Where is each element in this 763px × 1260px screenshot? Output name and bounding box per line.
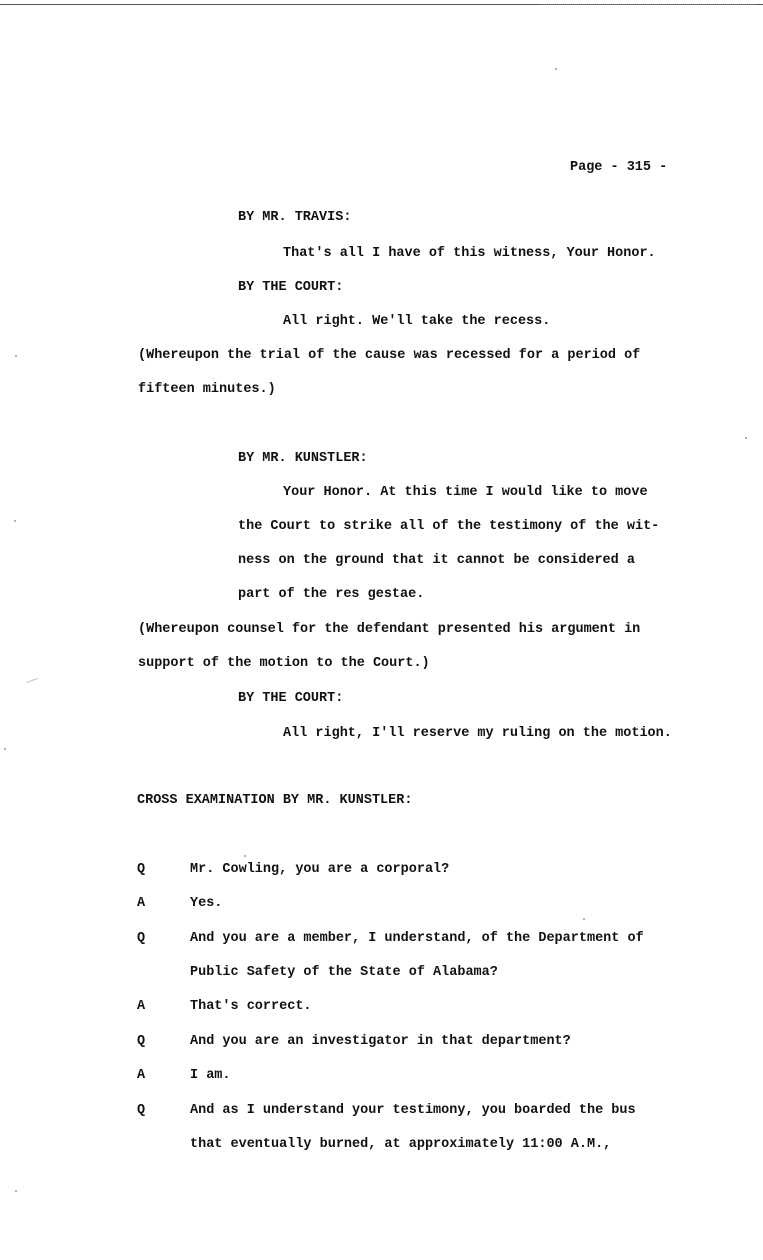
page-number: Page - 315 - xyxy=(570,160,668,175)
parenthetical-line: (Whereupon counsel for the defendant presented his argument in xyxy=(138,622,641,637)
qa-marker: A xyxy=(137,999,146,1014)
qa-text: And as I understand your testimony, you boarded the bus xyxy=(190,1103,636,1118)
scan-speck xyxy=(15,355,17,357)
scan-speck xyxy=(745,437,747,439)
parenthetical-line: (Whereupon the trial of the cause was recessed for a period of xyxy=(138,348,641,363)
speaker-heading: BY THE COURT: xyxy=(238,691,344,706)
qa-text: That's correct. xyxy=(190,999,312,1014)
speech-line: the Court to strike all of the testimony of the wit- xyxy=(238,519,660,534)
qa-marker: Q xyxy=(137,1103,146,1118)
speaker-heading: BY THE COURT: xyxy=(238,280,344,295)
qa-text: I am. xyxy=(190,1068,231,1083)
parenthetical-line: support of the motion to the Court.) xyxy=(138,656,430,671)
speech-line: part of the res gestae. xyxy=(238,587,425,602)
parenthetical-line: fifteen minutes.) xyxy=(138,382,276,397)
section-heading: CROSS EXAMINATION BY MR. KUNSTLER: xyxy=(137,793,413,808)
speaker-heading: BY MR. TRAVIS: xyxy=(238,210,352,225)
qa-text: Public Safety of the State of Alabama? xyxy=(190,965,498,980)
qa-marker: A xyxy=(137,896,146,911)
corner-mark xyxy=(540,0,755,5)
speech-line: ness on the ground that it cannot be considered a xyxy=(238,553,635,568)
qa-marker: Q xyxy=(137,931,146,946)
speech-line: Your Honor. At this time I would like to move xyxy=(283,485,648,500)
scan-speck xyxy=(244,855,246,857)
qa-marker: Q xyxy=(137,1034,146,1049)
scan-speck xyxy=(14,520,16,522)
qa-text: Mr. Cowling, you are a corporal? xyxy=(190,862,450,877)
qa-text: And you are a member, I understand, of the Department of xyxy=(190,931,644,946)
speech-line: All right. We'll take the recess. xyxy=(283,314,551,329)
qa-text: that eventually burned, at approximately 11:00 A.M., xyxy=(190,1137,612,1152)
speaker-heading: BY MR. KUNSTLER: xyxy=(238,451,368,466)
speech-line: All right, I'll reserve my ruling on the motion. xyxy=(283,726,672,741)
scan-speck xyxy=(4,748,6,750)
scan-speck xyxy=(555,68,557,70)
qa-text: And you are an investigator in that department? xyxy=(190,1034,571,1049)
scan-speck xyxy=(583,918,585,920)
speech-line: That's all I have of this witness, Your Honor. xyxy=(283,246,656,261)
qa-text: Yes. xyxy=(190,896,223,911)
scan-smudge xyxy=(26,678,38,683)
scan-speck xyxy=(15,1190,17,1192)
qa-marker: Q xyxy=(137,862,146,877)
qa-marker: A xyxy=(137,1068,146,1083)
